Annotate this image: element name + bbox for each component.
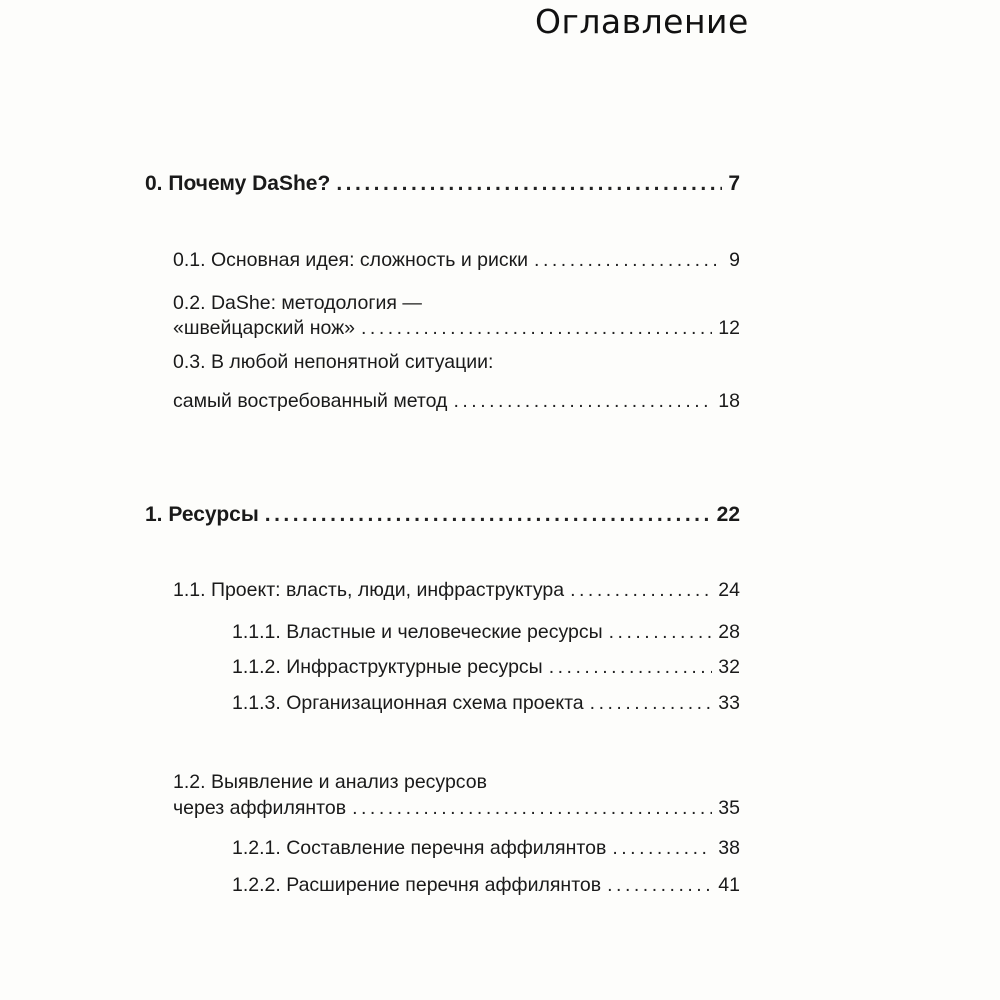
toc-section-0-3-line1[interactable]: 0.3. В любой непонятной ситуации: [173,351,494,373]
toc-chapter-0[interactable] [145,172,740,196]
toc-label: 1.1.2. Инфраструктурные ресурсы [232,656,543,678]
toc-section-0-3[interactable] [173,389,740,413]
toc-section-1-1[interactable] [173,578,740,602]
toc-section-1-2-line1[interactable]: 1.2. Выявление и анализ ресурсов [173,771,487,793]
toc-section-1-1-1[interactable] [232,620,740,644]
toc-label: 1.1. Проект: власть, люди, инфраструктура [173,579,565,601]
leader-dots [609,620,713,644]
toc-page-number: 22 [716,503,740,526]
toc-label: 0. Почему DaShe? [145,172,331,195]
toc-page-number: 18 [718,390,740,412]
toc-page-number: 9 [729,249,740,271]
leader-dots [549,655,713,679]
toc-label: 0.1. Основная идея: сложность и риски [173,249,529,271]
toc-page-number: 32 [718,656,740,678]
toc-section-0-2-line1[interactable]: 0.2. DaShe: методология — [173,292,422,314]
toc-section-1-1-2[interactable] [232,655,740,679]
toc-section-1-2[interactable] [173,796,740,820]
toc-page-number: 38 [718,837,740,859]
toc-chapter-1[interactable] [145,503,740,527]
leader-dots [590,691,713,715]
toc-page-number: 7 [728,172,740,195]
toc-page-number: 28 [718,621,740,643]
toc-page-number: 12 [718,317,740,339]
toc-page-number: 33 [718,692,740,714]
toc-label: 1.1.3. Организационная схема проекта [232,692,584,714]
leader-dots [570,578,712,602]
toc-section-0-1[interactable] [173,248,740,272]
toc-page-number: 41 [718,874,740,896]
toc-section-1-2-1[interactable] [232,836,740,860]
leader-dots [265,503,711,527]
leader-dots [336,172,722,196]
leader-dots [607,873,712,897]
toc-label: «швейцарский нож» [173,317,355,339]
leader-dots [352,796,712,820]
toc-page-number: 24 [718,579,740,601]
toc-label: через аффилянтов [173,797,347,819]
leader-dots [612,836,712,860]
toc-label: 1. Ресурсы [145,503,259,526]
toc-section-1-2-2[interactable] [232,873,740,897]
toc-label: самый востребованный метод [173,390,448,412]
toc-section-0-2[interactable] [173,316,740,340]
page-title: Оглавление [535,2,749,41]
leader-dots [534,248,723,272]
leader-dots [453,389,712,413]
toc-label: 1.1.1. Властные и человеческие ресурсы [232,621,603,643]
toc-page-number: 35 [718,797,740,819]
leader-dots [361,316,712,340]
toc-label: 1.2.1. Составление перечня аффилянтов [232,837,607,859]
toc-label: 1.2.2. Расширение перечня аффилянтов [232,874,602,896]
toc-section-1-1-3[interactable] [232,691,740,715]
